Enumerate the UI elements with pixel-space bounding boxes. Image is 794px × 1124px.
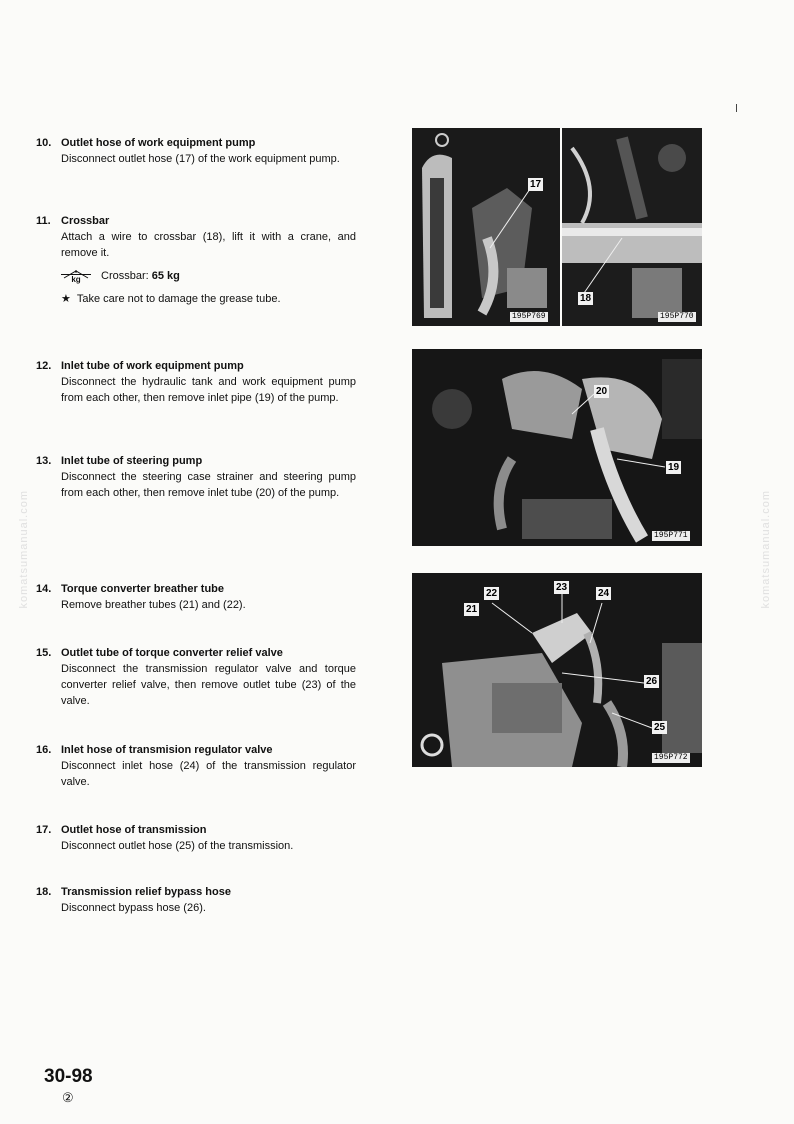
callout-18: 18	[580, 293, 592, 304]
step-13	[36, 453, 356, 501]
step-number: 17.	[36, 824, 52, 836]
photo-transmission-valves	[412, 573, 702, 767]
callout-20: 20	[596, 386, 608, 397]
step-body: Disconnect bypass hose (26).	[61, 902, 206, 914]
page-number: 30-98	[44, 1066, 93, 1087]
step-number: 18.	[36, 886, 52, 898]
step-number: 16.	[36, 744, 52, 756]
step-body: Disconnect the steering case strainer and steering pump from each other, then remove inlet tube (20) of the pump.	[61, 471, 356, 499]
step-title: Transmission relief bypass hose	[61, 886, 231, 898]
callout-22: 22	[486, 588, 498, 599]
step-15	[36, 645, 356, 709]
step-title: Torque converter breather tube	[61, 583, 224, 595]
step-10	[36, 135, 356, 167]
margin-mark	[736, 104, 737, 112]
callout-17: 17	[530, 179, 542, 190]
step-body: Disconnect inlet hose (24) of the transmission regulator valve.	[61, 760, 356, 788]
step-title: Inlet hose of transmision regulator valve	[61, 744, 273, 756]
caution-note: ★ Take care not to damage the grease tube.	[61, 293, 281, 305]
step-number: 10.	[36, 137, 52, 149]
watermark-left: komatsumanual.com	[18, 490, 30, 609]
weight-spec	[61, 267, 356, 285]
step-16	[36, 742, 356, 790]
step-body: Disconnect outlet hose (17) of the work equipment pump.	[61, 153, 340, 165]
step-number: 15.	[36, 647, 52, 659]
step-number: 11.	[36, 215, 51, 227]
step-body: Disconnect the hydraulic tank and work equipment pump from each other, then remove inlet pipe (19) of the pump.	[61, 376, 356, 404]
callout-25: 25	[654, 722, 666, 733]
step-title: Outlet tube of torque converter relief valve	[61, 647, 283, 659]
step-number: 12.	[36, 360, 52, 372]
callout-21: 21	[466, 604, 478, 615]
step-title: Outlet hose of work equipment pump	[61, 137, 256, 149]
weight-label: Crossbar:	[101, 270, 149, 282]
step-12	[36, 358, 356, 406]
step-17	[36, 822, 356, 854]
callout-19: 19	[668, 462, 680, 473]
watermark-right: komatsumanual.com	[760, 490, 772, 609]
step-body: Attach a wire to crossbar (18), lift it with a crane, and remove it.	[61, 231, 356, 259]
step-title: Inlet tube of steering pump	[61, 455, 203, 467]
step-body: Disconnect outlet hose (25) of the transmission.	[61, 840, 294, 852]
revision-mark: ②	[62, 1090, 74, 1105]
photo-code: 195P770	[660, 312, 694, 321]
photo-code: 195P771	[654, 531, 688, 540]
step-title: Crossbar	[61, 215, 110, 227]
callout-24: 24	[598, 588, 610, 599]
photo-code: 195P769	[512, 312, 546, 321]
step-body: Remove breather tubes (21) and (22).	[61, 599, 246, 611]
weight-value: 65 kg	[151, 270, 180, 282]
photo-inlet-tubes	[412, 349, 702, 546]
step-title: Outlet hose of transmission	[61, 824, 207, 836]
step-number: 13.	[36, 455, 52, 467]
step-14	[36, 581, 356, 613]
step-body: Disconnect the transmission regulator valve and torque converter relief valve, then remove outlet tube (23) of the valve.	[61, 663, 356, 707]
step-11	[36, 213, 356, 307]
callout-23: 23	[556, 582, 568, 593]
photo-code: 195P772	[654, 753, 688, 762]
step-number: 14.	[36, 583, 52, 595]
step-18	[36, 884, 356, 916]
step-title: Inlet tube of work equipment pump	[61, 360, 244, 372]
photo-work-pump-outlet-hose	[412, 128, 560, 326]
star-icon: ★	[61, 293, 71, 305]
callout-26: 26	[646, 676, 658, 687]
photo-crossbar	[562, 128, 702, 326]
weight-icon: kg	[61, 268, 95, 284]
